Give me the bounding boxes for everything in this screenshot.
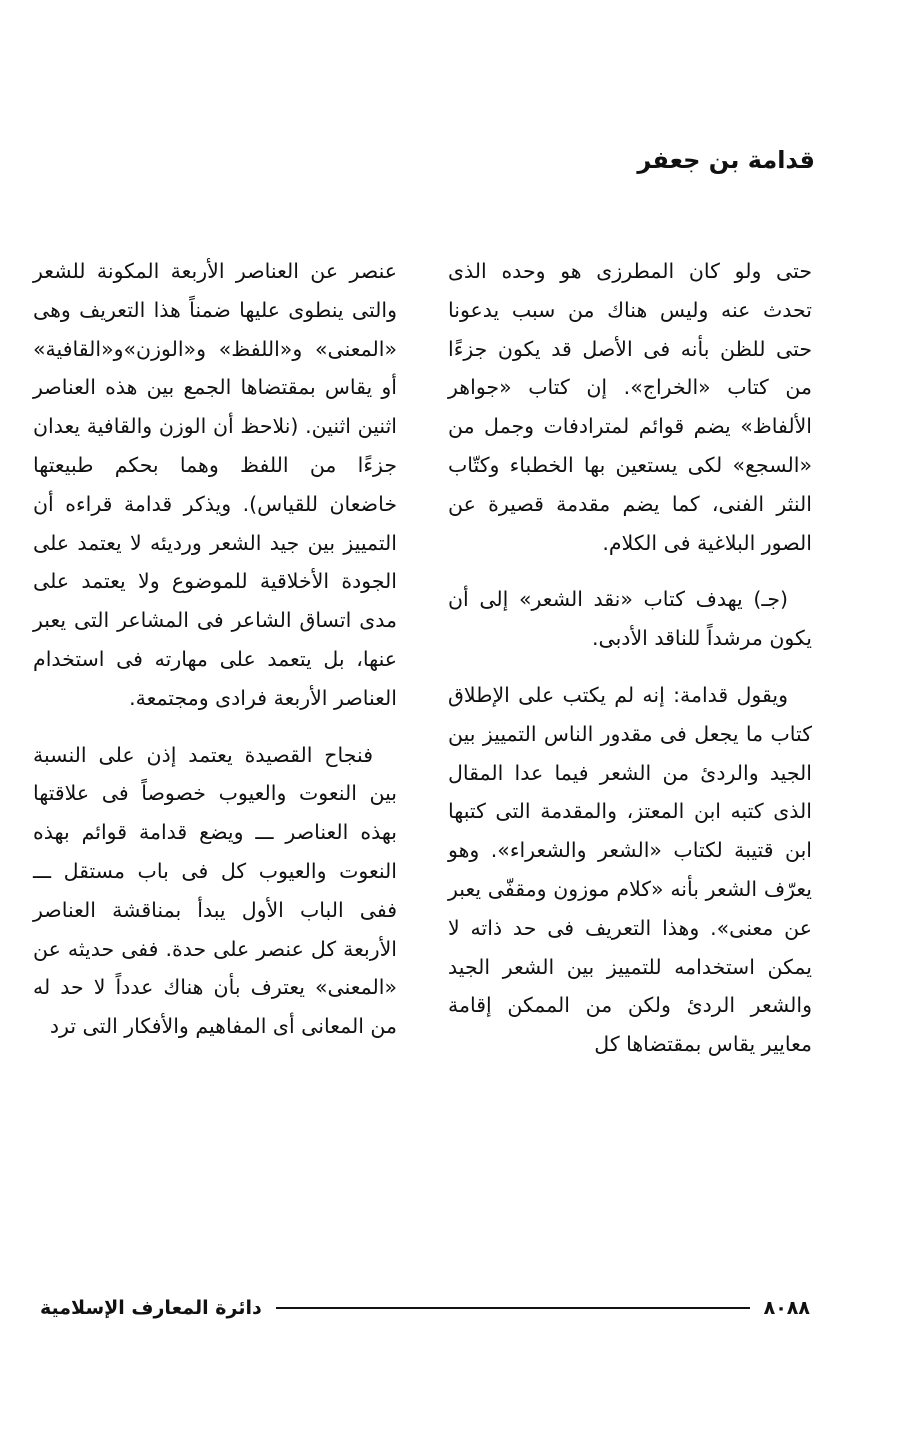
paragraph: فنجاح القصيدة يعتمد إذن على النسبة بين النعوت والعيوب خصوصاً فى علاقتها بهذه العناصر ـــ ويضع قدامة قوائم بهذه النعوت والعيوب كل فى باب مستقل ـــ ففى الباب الأول يبدأ بمناقشة العناصر الأربعة كل عنصر على حدة. ففى حديثه عن «المعنى» يعترف بأن هناك عدداً لا حد له من المعانى أى المفاهيم والأفكار التى ترد — [33, 742, 397, 1039]
footer-divider — [276, 1307, 750, 1309]
paragraph: (جـ) يهدف كتاب «نقد الشعر» إلى أن يكون مرشداً للناقد الأدبى. — [448, 587, 812, 651]
running-header: قدامة بن جعفر — [637, 146, 815, 174]
paragraph: عنصر عن العناصر الأربعة المكونة للشعر والتى ينطوى عليها ضمناً هذا التعريف وهى «المعنى» و«اللفظ» و«الوزن»و«القافية» أو يقاس بمقتضاها الجمع بين هذه العناصر اثنين اثنين. (نلاحظ أن الوزن والقافية يعدان جزءًا من اللفظ وهما بحكم طبيعتها خاضعان للقياس). ويذكر قدامة قراءه أن التمييز بين جيد الشعر ورديئه لا يعتمد على الجودة الأخلاقية للموضوع ولا يعتمد على مدى اتساق الشاعر فى المشاعر التى يعبر عنها، بل يتعمد على مهارته فى استخدام العناصر الأربعة فرادى ومجتمعة. — [33, 259, 397, 710]
paragraph: ويقول قدامة: إنه لم يكتب على الإطلاق كتاب ما يجعل فى مقدور الناس التمييز بين الجيد والردئ من الشعر فيما عدا المقال الذى كتبه ابن المعتز، والمقدمة التى كتبها ابن قتيبة لكتاب «الشعر والشعراء». وهو يعرّف الشعر بأنه «كلام موزون ومقفّى يعبر عن معنى». وهذا التعريف فى حد ذاته لا يمكن استخدامه للتمييز بين الشعر الجيد والشعر الردئ ولكن من الممكن إقامة معايير يقاس بمقتضاها كل — [448, 682, 812, 1057]
text-column-left — [33, 252, 397, 1046]
page-number: ٨٠٨٨ — [763, 1297, 810, 1319]
paragraph: حتى ولو كان المطرزى هو وحده الذى تحدث عنه وليس هناك من سبب يدعونا حتى للظن بأنه فى الأصل قد يكون جزءًا من كتاب «الخراج». إن كتاب «جواهر الألفاظ» يضم قوائم لمترادفات وجمل من «السجع» لكى يستعين بها الخطباء وكتّاب النثر الفنى، كما يضم مقدمة قصيرة عن الصور البلاغية فى الكلام. — [448, 259, 812, 555]
page-footer — [40, 1288, 810, 1328]
text-column-right — [448, 252, 812, 1064]
publication-title: دائرة المعارف الإسلامية — [40, 1297, 262, 1319]
